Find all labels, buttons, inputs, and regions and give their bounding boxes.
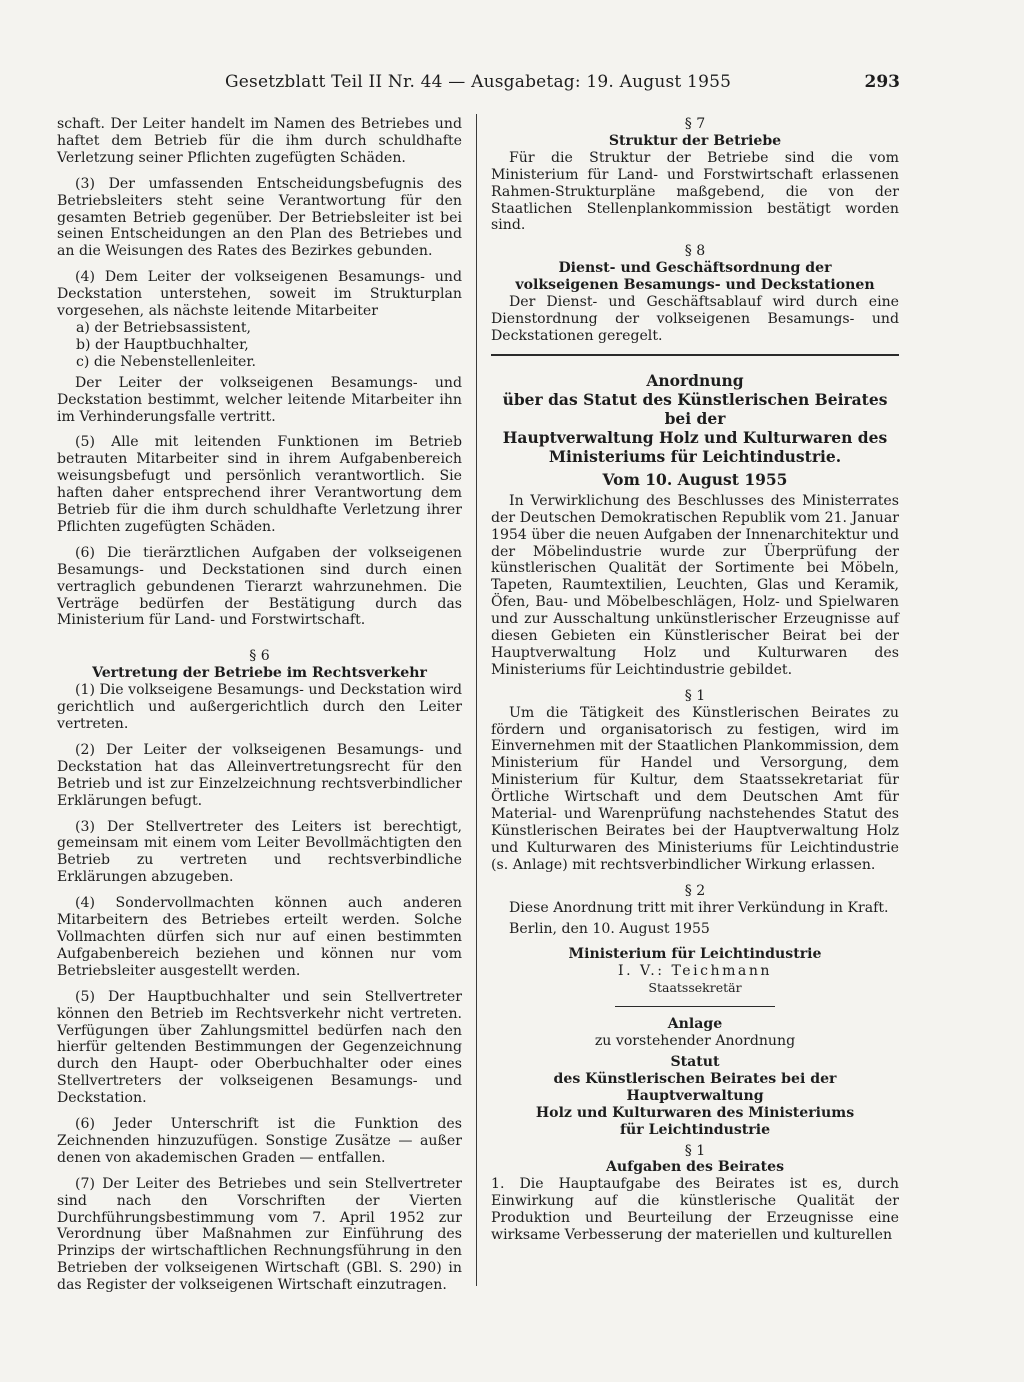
paragraph-6-6: (6) Jeder Unterschrift ist die Funktion des Zeichnenden hinzuzufügen. Sonstige Zusätze — außer denen von akademischen Graden — entfallen. — [57, 1116, 462, 1166]
paragraph-6-5: (5) Der Hauptbuchhalter und sein Stellvertreter können den Betrieb im Rechtsverkehr nicht vertreten. Verfügungen über Zahlungsmittel bedürfen nach den hierfür geltenden Bestimmungen der Gegenzeichnung durch den Haupt- oder Oberbuchhalter oder eines Stellvertreters der volkseigenen Besamungs- und Deckstation. — [57, 988, 462, 1107]
paragraph-6-4: (4) Sondervollmachten können auch anderen Mitarbeitern des Betriebes erteilt werden. Solche Vollmachten dürfen sich nur auf einen bestimmten Aufgabenbereich beziehen und können nur vom Betriebsleiter ausgestellt werden. — [57, 895, 462, 979]
paragraph-7: Für die Struktur der Betriebe sind die vom Ministerium für Land- und Forstwirtschaft erlassenen Rahmen-Strukturpläne maßgebend, die von der Staatlichen Stellenplankommission bestätigt worden sind. — [491, 149, 899, 234]
order-heading: Anordnung — [646, 370, 744, 390]
paragraph-continuation: schaft. Der Leiter handelt im Namen des Betriebes und haftet dem Betrieb für die ihm durch schuldhafte Verletzung seiner Pflichten zugefügten Schäden. — [57, 116, 462, 166]
paragraph-6-1: (1) Die volkseigene Besamungs- und Deckstation wird gerichtlich und außergerichtlich durch den Leiter vertreten. — [57, 682, 462, 732]
section-7-title: Struktur der Betriebe — [608, 132, 782, 149]
statute-heading: des Künstlerischen Beirates bei der Hauptverwaltung — [553, 1070, 837, 1104]
paragraph-6-7: (7) Der Leiter des Betriebes und sein Stellvertreter sind nach den Vorschriften der Vierten Durchführungsbestimmung vom 7. April 1952 zur Verordnung über Maßnahmen zur Einführung des Prinzips der wirtschaftlichen Rechnungsführung in den Betrieben der volkseigenen Wirtschaft (GBl. S. 290) in das Register der volkseigenen Wirtschaft einzutragen. — [57, 1175, 462, 1294]
order-paragraph-1: Um die Tätigkeit des Künstlerischen Beirates zu fördern und organisatorisch zu festigen, wird im Einvernehmen mit der Staatlichen Plankommission, dem Ministerium für Handel und Versorgung, dem Ministerium für Kultur, dem Staatssekretariat für Örtliche Wirtschaft und dem Deutschen Amt für Material- und Warenprüfung nachstehendes Statut des Künstlerischen Beirates bei der Hauptverwaltung Holz und Kulturwaren des Ministeriums für Leichtindustrie (s. Anlage) mit rechtsverbindlicher Wirkung erlassen. — [491, 704, 899, 873]
list-item: c) die Nebenstellenleiter. — [76, 353, 257, 370]
page-header — [225, 72, 900, 98]
order-date: Vom 10. August 1955 — [602, 469, 788, 489]
signer-title: Staatssekretär — [648, 980, 742, 996]
paragraph-6-3: (3) Der Stellvertreter des Leiters ist berechtigt, gemeinsam mit einem vom Leiter Bevollmächtigten den Betrieb zu vertreten und rechtsverbindliche Erklärungen abzugeben. — [57, 818, 462, 886]
order-section-1-number: § 1 — [684, 687, 706, 704]
section-8-number: § 8 — [684, 243, 706, 260]
section-7-number: § 7 — [684, 116, 706, 132]
statute-heading: Statut — [670, 1053, 720, 1070]
section-8-title: Dienst- und Geschäftsordnung der — [558, 260, 832, 277]
list-item: b) der Hauptbuchhalter, — [76, 336, 249, 353]
right-column — [491, 116, 899, 1244]
place-date: Berlin, den 10. August 1955 — [509, 920, 710, 937]
page-number: 293 — [864, 72, 900, 92]
paragraph-5-4b: Der Leiter der volkseigenen Besamungs- und Deckstation bestimmt, welcher leitende Mitarbeiter ihn im Verhinderungsfalle vertritt. — [57, 374, 462, 425]
signing-ministry: Ministerium für Leichtindustrie — [568, 946, 822, 963]
order-intro: In Verwirklichung des Beschlusses des Ministerrates der Deutschen Demokratischen Republik vom 21. Januar 1954 über die neuen Aufgaben der Innenarchitektur und der Möbelindustrie wurde zur Überprüfung der künstlerischen Qualität der Sortimente bei Möbeln, Tapeten, Raumtextilien, Leuchten, Glas und Keramik, Öfen, Bau- und Möbelbeschlägen, Holz- und Spielwaren und zur Ausschaltung unkünstlerischer Erzeugnisse auf diesen Gebieten ein Künstlerischer Beirat bei der Hauptverwaltung Holz und Kulturwaren des Ministeriums für Leichtindustrie gebildet. — [491, 492, 899, 678]
paragraph-5-4: (4) Dem Leiter der volkseigenen Besamungs- und Deckstation unterstehen, soweit im Strukturplan vorgesehen, als nächste leitende Mitarbeiter — [57, 269, 462, 320]
statute-heading: Holz und Kulturwaren des Ministeriums — [535, 1104, 855, 1121]
section-8-title: volkseigenen Besamungs- und Deckstationen — [515, 277, 875, 294]
column-divider — [476, 114, 477, 1286]
statute-section-1-number: § 1 — [684, 1142, 706, 1159]
order-heading: über das Statut des Künstlerischen Beirates bei der — [502, 389, 888, 428]
order-heading: Hauptverwaltung Holz und Kulturwaren des — [502, 427, 888, 447]
paragraph-5-5: (5) Alle mit leitenden Funktionen im Betrieb betrauten Mitarbeiter sind in ihrem Aufgabenbereich weisungsbefugt und persönlich verantwortlich. Sie haften daher entsprechend ihrer Verantwortung dem Betrieb für die ihm durch schuldhafte Verletzung ihrer Pflichten zugefügten Schäden. — [57, 434, 462, 535]
order-section-2-number: § 2 — [684, 882, 706, 899]
statute-paragraph-1: 1. Die Hauptaufgabe des Beirates ist es, durch Einwirkung auf die künstlerische Qualität der Produktion und Beurteilung der Erzeugnisse eine wirksame Verbesserung der materiellen und kulturellen — [491, 1176, 899, 1244]
paragraph-6-2: (2) Der Leiter der volkseigenen Besamungs- und Deckstation hat das Alleinvertretungsrecht für den Betrieb und ist zur Einzelzeichnung rechtsverbindlicher Erklärungen befugt. — [57, 741, 462, 809]
annex-subtitle: zu vorstehender Anordnung — [594, 1033, 796, 1050]
section-6-number: § 6 — [249, 648, 270, 665]
paragraph-5-3: (3) Der umfassenden Entscheidungsbefugnis des Betriebsleiters steht seine Verantwortung für den gesamten Betrieb gegenüber. Der Betriebsleiter ist bei seinen Entscheidungen an den Plan des Betriebes und an die Weisungen des Rates des Bezirkes gebunden. — [57, 175, 462, 260]
header-title: Gesetzblatt Teil II Nr. 44 — Ausgabetag: 19. August 1955 — [225, 72, 732, 92]
order-heading: Ministeriums für Leichtindustrie. — [548, 446, 842, 466]
statute-section-1-title: Aufgaben des Beirates — [605, 1159, 785, 1176]
list-item: a) der Betriebsassistent, — [76, 319, 251, 336]
paragraph-5-6: (6) Die tierärztlichen Aufgaben der volkseigenen Besamungs- und Deckstationen sind durch einen vertraglich gebundenen Tierarzt wahrzunehmen. Die Verträge bedürfen der Bestätigung durch das Ministerium für Land- und Forstwirtschaft. — [57, 544, 462, 629]
statute-heading: für Leichtindustrie — [619, 1121, 771, 1138]
left-column — [57, 116, 462, 1294]
order-paragraph-2: Diese Anordnung tritt mit ihrer Verkündung in Kraft. — [509, 899, 889, 916]
annex-heading: Anlage — [667, 1016, 723, 1033]
section-6-title: Vertretung der Betriebe im Rechtsverkehr — [92, 665, 427, 682]
signer-name: I. V.: Teichmann — [618, 963, 772, 980]
paragraph-8: Der Dienst- und Geschäftsablauf wird durch eine Dienstordnung der volkseigenen Besamungs- und Deckstationen geregelt. — [491, 294, 899, 344]
